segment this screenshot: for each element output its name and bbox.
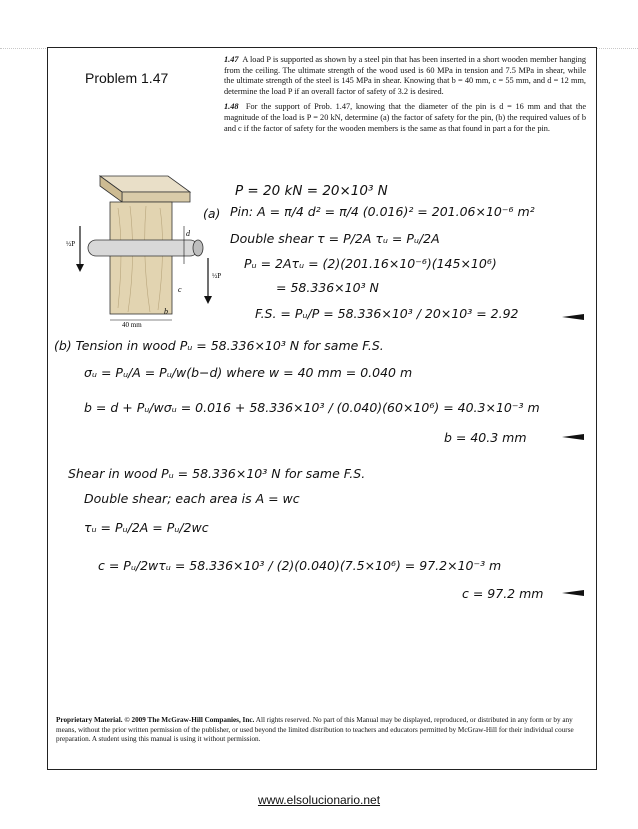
website-link[interactable]: www.elsolucionario.net bbox=[257, 793, 381, 807]
answer-marker-arrow bbox=[562, 434, 584, 440]
problem-147-number: 1.47 bbox=[224, 55, 239, 64]
solution-line-5: = 58.336×10³ N bbox=[276, 280, 379, 295]
copyright-text: All rights reserved. No part of this Manual may be displayed, reproduced, or distributed in any form or by any means, without the prior written permission of the publisher, or used beyond the limited distribution to teachers and educators permitted by McGraw-Hill for their individual course preparation. A student using this manual is using it without permission. bbox=[56, 716, 574, 743]
solution-line-13: τᵤ = Pᵤ/2A = Pᵤ/2wc bbox=[84, 520, 209, 535]
dim-b-label: b bbox=[164, 307, 168, 316]
solution-line-14: c = Pᵤ/2wτᵤ = 58.336×10³ / (2)(0.040)(7.5×10⁶) = 97.2×10⁻³ m bbox=[98, 558, 502, 573]
solution-line-8: σᵤ = Pᵤ/A = Pᵤ/w(b−d) where w = 40 mm = 0.040 m bbox=[84, 365, 413, 380]
solution-line-12: Double shear; each area is A = wc bbox=[84, 491, 300, 506]
solution-part-a-label: (a) bbox=[203, 206, 221, 221]
problem-148-number: 1.48 bbox=[224, 102, 239, 112]
solution-line-4: Pᵤ = 2Aτᵤ = (2)(201.16×10⁻⁶)(145×10⁶) bbox=[244, 256, 497, 271]
problem-148-statement bbox=[224, 102, 586, 134]
solution-line-11: Shear in wood Pᵤ = 58.336×10³ N for same F.S. bbox=[68, 466, 366, 481]
dim-40mm-label: 40 mm bbox=[122, 321, 142, 328]
problem-147-statement bbox=[224, 55, 586, 97]
dim-d-label: d bbox=[186, 229, 190, 238]
solution-line-3: Double shear τ = P/2A τᵤ = Pᵤ/2A bbox=[230, 231, 440, 246]
half-p-right-label: ½P bbox=[212, 272, 222, 280]
solution-line-10: b = 40.3 mm bbox=[444, 430, 527, 445]
answer-marker-arrow bbox=[562, 590, 584, 596]
copyright-footer bbox=[56, 716, 588, 745]
problem-statements bbox=[224, 55, 586, 139]
solution-line-7: (b) Tension in wood Pᵤ = 58.336×10³ N for same F.S. bbox=[54, 338, 384, 353]
problem-147-text: A load P is supported as shown by a steel pin that has been inserted in a short wooden member hanging from the ceiling. The ultimate strength of the wood used is 60 MPa in tension and 7.5 MPa in shear, while the ultimate strength of the steel is 145 MPa in shear. Knowing that b = 40 mm, c = 55 mm, and d = 12 mm, determine the load P if an overall factor of safety of 3.2 is desired. bbox=[224, 55, 586, 96]
solution-line-9: b = d + Pᵤ/wσᵤ = 0.016 + 58.336×10³ / (0.040)(60×10⁶) = 40.3×10⁻³ m bbox=[84, 400, 540, 415]
copyright-bold: Proprietary Material. © 2009 The McGraw-Hill Companies, Inc. bbox=[56, 716, 255, 724]
solution-line-15: c = 97.2 mm bbox=[462, 586, 544, 601]
solution-sheet bbox=[47, 47, 597, 770]
solution-line-1: P = 20 kN = 20×10³ N bbox=[235, 183, 388, 199]
answer-marker-arrow bbox=[562, 314, 584, 320]
problem-148-text: For the support of Prob. 1.47, knowing that the diameter of the pin is d = 16 mm and that the magnitude of the load is P = 20 kN, determine (a) the factor of safety for the pin, (b) the required values of b and c if the factor of safety for the wooden members is the same as that found in part a for the pin. bbox=[224, 102, 586, 133]
wood-member-figure bbox=[58, 168, 228, 328]
dim-c-label: c bbox=[178, 285, 182, 294]
problem-title: Problem 1.47 bbox=[85, 70, 169, 86]
solution-line-2: Pin: A = π/4 d² = π/4 (0.016)² = 201.06×10⁻⁶ m² bbox=[230, 204, 535, 219]
half-p-left-label: ½P bbox=[66, 240, 76, 248]
solution-line-6: F.S. = Pᵤ/P = 58.336×10³ / 20×10³ = 2.92 bbox=[255, 306, 519, 321]
